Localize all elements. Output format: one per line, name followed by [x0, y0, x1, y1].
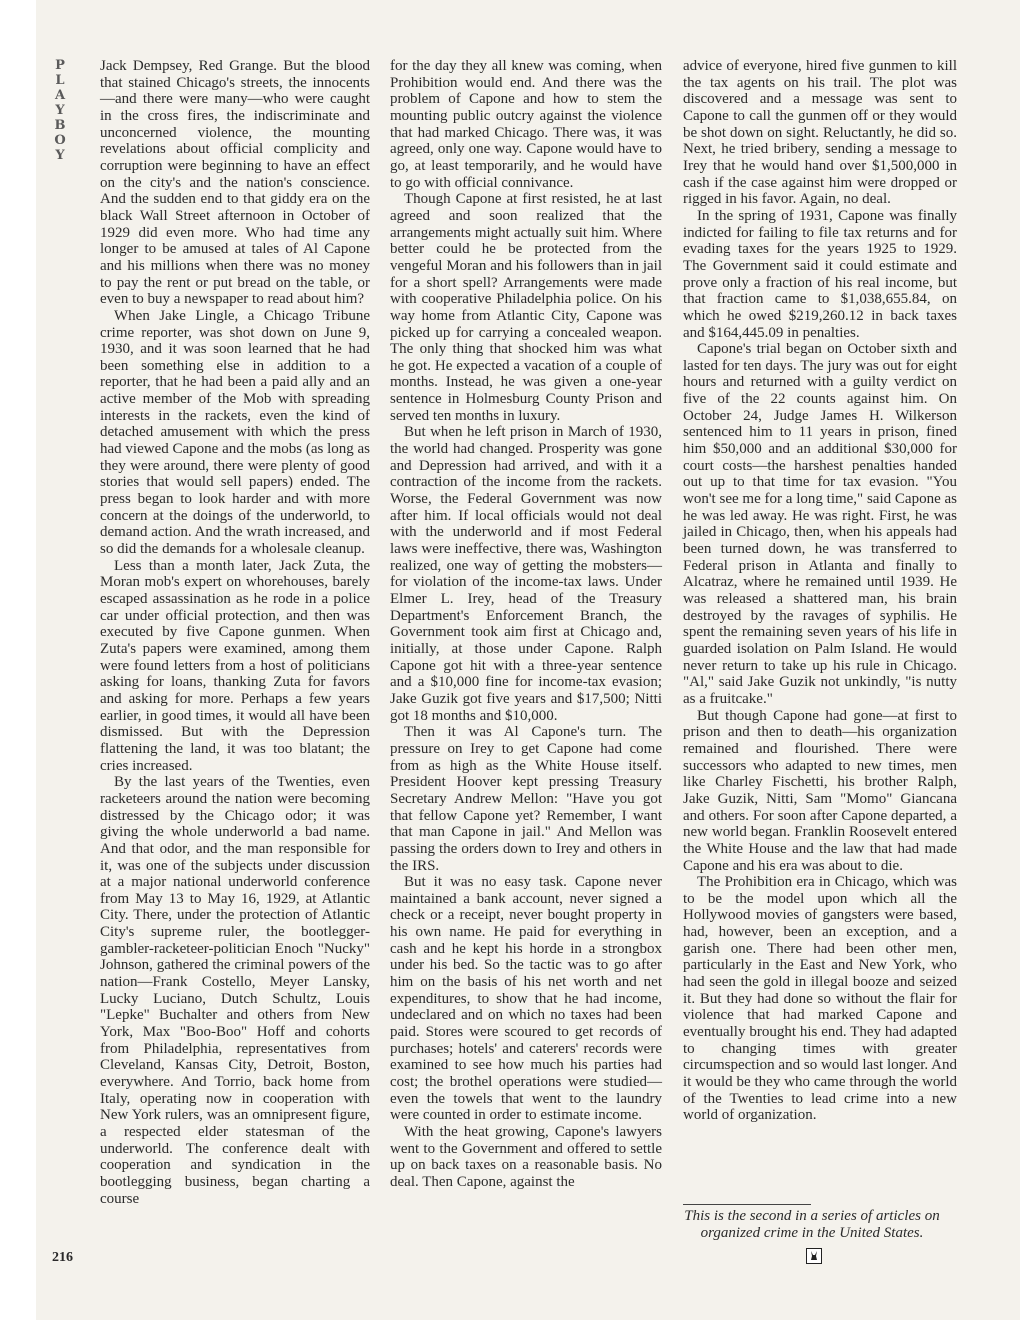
running-head-letter: A	[54, 88, 66, 103]
article-paragraph: Though Capone at first resisted, he at last agreed and soon realized that the arrangements might actually suit him. Where better could he be protected from the vengeful Moran and his followers than in jail for a short spell? Arrangements were made with cooperative Philadelphia police. On his way home from Atlantic City, Capone was picked up for carrying a concealed weapon. The only thing that shocked him was what he got. He expected a vacation of a couple of months. Instead, he was given a one-year sentence in Holmesburg County Prison and served ten months in luxury.	[390, 191, 662, 424]
page-number: 216	[52, 1250, 73, 1265]
article-column-2	[390, 58, 662, 1191]
series-note: This is the second in a series of articles on organized crime in the United States.	[684, 1208, 940, 1241]
article-column-3	[683, 58, 957, 1124]
article-paragraph: The Prohibition era in Chicago, which was to be the model upon which all the Hollywood movies of gangsters were based, had, however, been an exception, and a garish one. There had been other men, particularly in the East and New York, who had seen the gold in illegal booze and seized it. But they had done so without the flair for violence that had marked Capone and eventually brought his end. They had adapted to changing times with greater circumspection and so would last longer. And it would be they who came through the world of the Twenties to lead crime into a new world of organization.	[683, 874, 957, 1124]
article-paragraph: But when he left prison in March of 1930, the world had changed. Prosperity was gone and Depression had arrived, and with it a contraction of the income from the rackets. Worse, the Federal Government was now after him. If local officials would not deal with the underworld and if most Federal laws were ineffective, there was, Washington realized, one way of getting the mobsters—for violation of the income-tax laws. Under Elmer L. Irey, head of the Treasury Department's Enforcement Branch, the Government took aim first at Chicago and, initially, at those under Capone. Ralph Capone got hit with a three-year sentence and a $10,000 fine for income-tax evasion; Jake Guzik got five years and $17,500; Nitti got 18 months and $10,000.	[390, 424, 662, 724]
playboy-rabbit-icon	[806, 1248, 822, 1264]
article-paragraph: for the day they all knew was coming, when Prohibition would end. And there was the problem of Capone and how to stem the mounting public outcry against the violence that had marked Chicago. There was, it was agreed, only one way. Capone would have to go, at least temporarily, and he would have to go with official connivance.	[390, 58, 662, 191]
article-paragraph: Jack Dempsey, Red Grange. But the blood that stained Chicago's streets, the innocents—and there were many—who were caught in the cross fires, the indiscriminate and unconcerned violence, the mounting revelations about official complicity and corruption were beginning to have an effect on the city's and the nation's conscience. And the sudden end to that giddy era on the black Wall Street afternoon in October of 1929 did even more. Who had time any longer to be amused at tales of Al Capone and his millions when there was no money to pay the rent or put bread on the table, or even to buy a newspaper to read about him?	[100, 58, 370, 308]
article-paragraph: But though Capone had gone—at first to prison and then to death—his organization remained and flourished. There were successors who adapted to new times, men like Charley Fischetti, his brother Ralph, Jake Guzik, Nitti, Sam "Momo" Giancana and others. For soon after Capone departed, a new world began. Franklin Roosevelt entered the White House and the law that had made Capone and his era was about to die.	[683, 707, 957, 874]
article-paragraph: With the heat growing, Capone's lawyers went to the Government and offered to settle up on back taxes on a reasonable basis. No deal. Then Capone, against the	[390, 1124, 662, 1190]
running-head-letter: L	[55, 73, 65, 88]
article-paragraph: In the spring of 1931, Capone was finally indicted for failing to file tax returns and for evading taxes for the years 1925 to 1929. The Government said it could estimate and prove only a fraction of his real income, but that fraction came to $1,038,655.84, on which he owed $219,260.12 in back taxes and $164,445.09 in penalties.	[683, 207, 957, 341]
article-paragraph: When Jake Lingle, a Chicago Tribune crime reporter, was shot down on June 9, 1930, and it was soon learned that he had been something else in addition to a reporter, that he had been a paid ally and an active member of the Mob with spreading interests in the rackets, even the kind of detached amusement with which the press had viewed Capone and the mobs (as long as they were around, there were plenty of good stories that would sell papers) ended. The press began to look harder and with more concern at the doings of the underworld, to demand action. And the wrath increased, and so did the demands for a wholesale cleanup.	[100, 307, 370, 558]
running-head	[52, 58, 68, 163]
article-paragraph: Capone's trial began on October sixth and lasted for ten days. The jury was out for eight hours and returned with a guilty verdict on five of the 22 counts against him. On October 24, Judge James H. Wilkerson sentenced him to 11 years in prison, fined him $50,000 and an additional $30,000 for court costs—the harshest penalties handed out up to that time for tax evasion. "You won't see me for a long time," said Capone as he was led away. He was right. First, he was jailed in Chicago, then, when his appeals had been turned down, he was transferred to Federal prison in Atlanta and finally to Alcatraz, where he remained until 1939. He was released a shattered man, his brain destroyed by the ravages of syphilis. He spent the remaining seven years of his life in guarded isolation on Palm Island. He would never return to take up his rule in Chicago. "Al," said Jake Guzik not unkindly, "is nutty as a fruitcake."	[683, 341, 957, 707]
running-head-letter: Y	[55, 103, 65, 118]
article-paragraph: But it was no easy task. Capone never maintained a bank account, never signed a check or a receipt, never bought property in his own name. He paid for everything in cash and he kept his horde in a strongbox under his bed. So the tactic was to go after him on the basis of his net worth and net expenditures, to show that he had income, undeclared and on which no taxes had been paid. Stores were scoured to get records of purchases; hotels' and caterers' records were examined to see how much his parties had cost; the brothel operations were studied—even the towels that went to the laundry were counted in order to estimate income.	[390, 874, 662, 1124]
running-head-letter: O	[54, 133, 66, 148]
article-paragraph: By the last years of the Twenties, even racketeers around the nation were becoming distressed by the Chicago odor; it was giving the whole underworld a bad name. And that odor, and the man responsible for it, was one of the subjects under discussion at a major national underworld conference from May 13 to May 16, 1929, at Atlantic City. There, under the protection of Atlantic City's supreme ruler, the bootlegger-gambler-racketeer-politician Enoch "Nucky" Johnson, gathered the criminal powers of the nation—Frank Costello, Meyer Lansky, Lucky Luciano, Dutch Schultz, Louis "Lepke" Buchalter and others from New York, Max "Boo-Boo" Hoff and cohorts from Philadelphia, representatives from Cleveland, Kansas City, Detroit, Boston, everywhere. And Torrio, back home from Italy, operating now in cooperation with New York rulers, was an omnipresent figure, a respected elder statesman of the underworld. The conference dealt with cooperation and syndication in the bootlegging business, began charting a course	[100, 774, 370, 1207]
article-paragraph: Less than a month later, Jack Zuta, the Moran mob's expert on whorehouses, barely escaped assassination as he rode in a police car under official protection, and then was executed by five Capone gunmen. When Zuta's papers were examined, among them were found letters from a host of politicians asking for loans, thanking Zuta for favors and asking for more. Perhaps a few years earlier, in good times, it would all have been dismissed. But with the Depression flattening the land, it was too blatant; the cries increased.	[100, 557, 370, 774]
article-column-1	[100, 58, 370, 1207]
article-paragraph: advice of everyone, hired five gunmen to kill the tax agents on his trail. The plot was discovered and a message was sent to Capone to call the gunmen off or they would be shot down on sight. Reluctantly, he did so. Next, he tried bribery, sending a message to Irey that he would hand over $1,500,000 in cash if the case against him were dropped or rigged in his favor. Again, no deal.	[683, 58, 957, 208]
running-head-letter: Y	[55, 148, 65, 163]
end-rule	[683, 1204, 811, 1205]
running-head-letter: B	[54, 118, 66, 133]
article-paragraph: Then it was Al Capone's turn. The pressure on Irey to get Capone had come from as high as the White House itself. President Hoover kept pressing Treasury Secretary Andrew Mellon: "Have you got that fellow Capone yet? Remember, I want that man Capone in jail." And Mellon was passing the orders down to Irey and others in the IRS.	[390, 724, 662, 874]
running-head-letter: P	[55, 58, 65, 73]
